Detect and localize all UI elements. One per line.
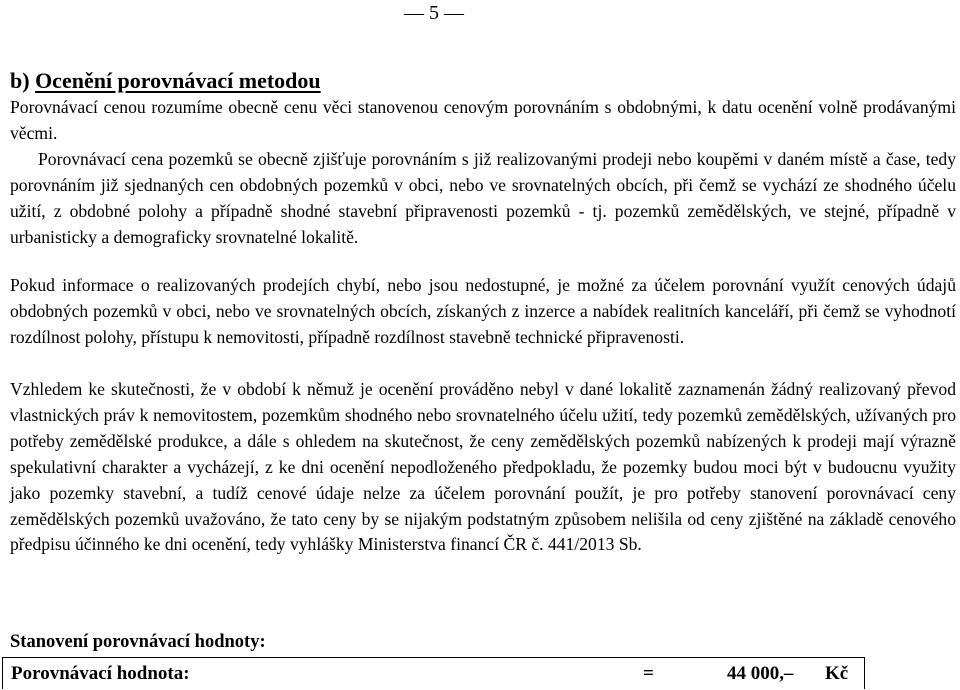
section-heading — [10, 66, 321, 96]
paragraph-conclusion — [10, 377, 956, 558]
paragraph-text: Porovnávací cena pozemků se obecně zjišťuje porovnáním s již realizovanými prodeji nebo koupěmi v daném místě a čase, tedy porovnáním již sjednaných cen obdobných pozemků v obci, nebo ve srovnatelných obcích, při čemž se vychází ze shodného účelu užití, z obdobné polohy a případně shodné stavební připravenosti pozemků - tj. pozemků zemědělských, ve stejné, případně v urbanisticky a demograficky srovnatelné lokalitě. — [10, 149, 956, 247]
page-number-dash-right: — — [444, 2, 464, 24]
value-currency: Kč — [825, 663, 849, 684]
paragraph-missing-info — [10, 273, 956, 351]
paragraph-text: Porovnávací cenou rozumíme obecně cenu věci stanovenou cenovým porovnáním s obdobnými, k datu ocenění volně prodávanými věcmi. — [10, 97, 956, 143]
value-amount: 44 000,– — [727, 663, 794, 684]
page-number — [404, 0, 464, 26]
paragraph-method — [10, 147, 956, 251]
value-equals: = — [643, 663, 654, 684]
section-title: Ocenění porovnávací metodou — [35, 68, 321, 93]
value-result-box — [2, 657, 865, 689]
paragraph-text: Vzhledem ke skutečnosti, že v období k němuž je ocenění prováděno nebyl v dané lokalitě zaznamenán žádný realizovaný převod vlastnických práv k nemovitostem, pozemkům shodného nebo srovnatelného účelu užití, tedy pozemků zemědělských, užívaných pro potřeby zemědělské produkce, a dále s ohledem na skutečnost, že ceny zemědělských pozemků nabízených k prodeji mají výrazně spekulativní charakter a vycházejí, z ke dni ocenění nepodloženého předpokladu, že pozemky budou moci být v budoucnu využity jako pozemky stavební, a tudíž cenové údaje nelze za účelem porovnání použít, je pro potřeby stanovení porovnávací ceny zemědělských pozemků uvažováno, že tato ceny by se nijakým podstatným způsobem nelišila od ceny zjištěné na základě cenového předpisu účinného ke dni ocenění, tedy vyhlášky Ministerstva financí ČR č. 441/2013 Sb. — [10, 379, 956, 555]
page-number-value: 5 — [429, 2, 439, 24]
paragraph-text: Pokud informace o realizovaných prodejích chybí, nebo jsou nedostupné, je možné za účelem porovnání využít cenových údajů obdobných pozemků v obci, nebo ve srovnatelných obcích, získaných z inzerce a nabídek realitních kanceláří, při čemž se vyhodnotí rozdílnost polohy, přístupu k nemovitosti, případně rozdílnost stavebně technické připravenosti. — [10, 275, 956, 347]
value-label: Porovnávací hodnota: — [11, 663, 190, 684]
value-subheading: Stanovení porovnávací hodnoty: — [10, 632, 266, 652]
paragraph-definition — [10, 95, 956, 147]
page-number-dash-left: — — [404, 2, 424, 24]
section-label: b) — [10, 68, 30, 93]
